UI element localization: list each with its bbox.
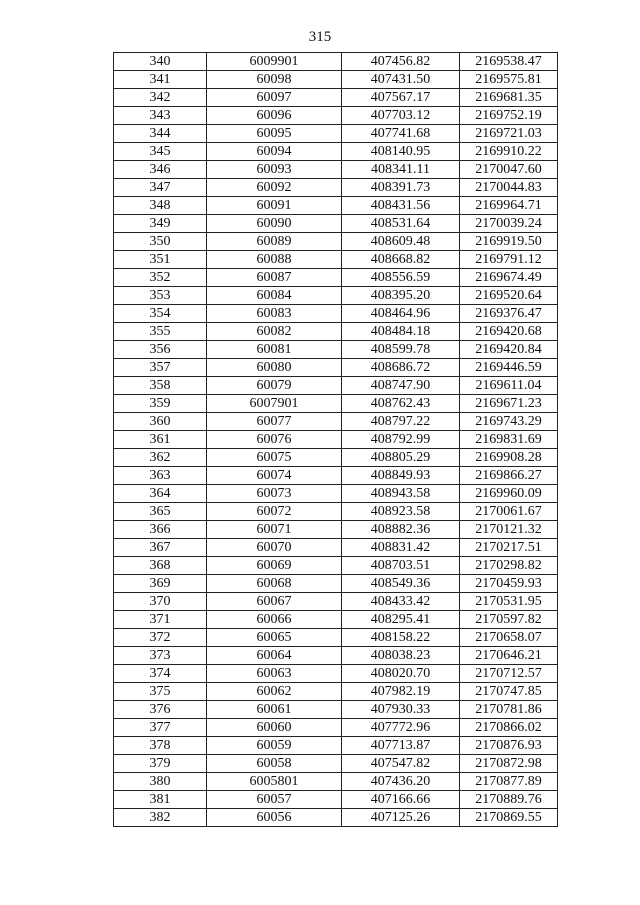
point-id-cell: 60063 xyxy=(207,665,342,683)
table-body xyxy=(114,53,558,827)
y-coordinate-cell: 2169960.09 xyxy=(460,485,558,503)
x-coordinate-cell: 407166.66 xyxy=(342,791,460,809)
point-id-cell: 6005801 xyxy=(207,773,342,791)
y-coordinate-cell: 2169743.29 xyxy=(460,413,558,431)
row-number-cell: 346 xyxy=(114,161,207,179)
y-coordinate-cell: 2170044.83 xyxy=(460,179,558,197)
table-row xyxy=(114,737,558,755)
point-id-cell: 60065 xyxy=(207,629,342,647)
point-id-cell: 60080 xyxy=(207,359,342,377)
table-row xyxy=(114,269,558,287)
table-row xyxy=(114,377,558,395)
y-coordinate-cell: 2170061.67 xyxy=(460,503,558,521)
y-coordinate-cell: 2169910.22 xyxy=(460,143,558,161)
x-coordinate-cell: 407713.87 xyxy=(342,737,460,755)
x-coordinate-cell: 408686.72 xyxy=(342,359,460,377)
x-coordinate-cell: 408882.36 xyxy=(342,521,460,539)
table-row xyxy=(114,143,558,161)
y-coordinate-cell: 2170597.82 xyxy=(460,611,558,629)
y-coordinate-cell: 2170658.07 xyxy=(460,629,558,647)
row-number-cell: 355 xyxy=(114,323,207,341)
x-coordinate-cell: 407703.12 xyxy=(342,107,460,125)
row-number-cell: 371 xyxy=(114,611,207,629)
row-number-cell: 381 xyxy=(114,791,207,809)
table-row xyxy=(114,197,558,215)
row-number-cell: 353 xyxy=(114,287,207,305)
point-id-cell: 60060 xyxy=(207,719,342,737)
y-coordinate-cell: 2170876.93 xyxy=(460,737,558,755)
point-id-cell: 60098 xyxy=(207,71,342,89)
x-coordinate-cell: 408668.82 xyxy=(342,251,460,269)
table-row xyxy=(114,287,558,305)
row-number-cell: 376 xyxy=(114,701,207,719)
row-number-cell: 342 xyxy=(114,89,207,107)
row-number-cell: 382 xyxy=(114,809,207,827)
table-row xyxy=(114,485,558,503)
point-id-cell: 60097 xyxy=(207,89,342,107)
row-number-cell: 362 xyxy=(114,449,207,467)
table-row xyxy=(114,233,558,251)
y-coordinate-cell: 2169538.47 xyxy=(460,53,558,71)
row-number-cell: 368 xyxy=(114,557,207,575)
row-number-cell: 374 xyxy=(114,665,207,683)
y-coordinate-cell: 2170747.85 xyxy=(460,683,558,701)
row-number-cell: 369 xyxy=(114,575,207,593)
table-row xyxy=(114,539,558,557)
table-row xyxy=(114,107,558,125)
table-row xyxy=(114,665,558,683)
table-row xyxy=(114,341,558,359)
row-number-cell: 341 xyxy=(114,71,207,89)
table-row xyxy=(114,89,558,107)
row-number-cell: 370 xyxy=(114,593,207,611)
table-row xyxy=(114,593,558,611)
x-coordinate-cell: 407930.33 xyxy=(342,701,460,719)
y-coordinate-cell: 2169791.12 xyxy=(460,251,558,269)
row-number-cell: 352 xyxy=(114,269,207,287)
point-id-cell: 60083 xyxy=(207,305,342,323)
table-row xyxy=(114,413,558,431)
y-coordinate-cell: 2169908.28 xyxy=(460,449,558,467)
table-row xyxy=(114,449,558,467)
y-coordinate-cell: 2170039.24 xyxy=(460,215,558,233)
table-row xyxy=(114,323,558,341)
row-number-cell: 356 xyxy=(114,341,207,359)
y-coordinate-cell: 2169919.50 xyxy=(460,233,558,251)
page-number: 315 xyxy=(308,29,332,45)
x-coordinate-cell: 408391.73 xyxy=(342,179,460,197)
x-coordinate-cell: 407125.26 xyxy=(342,809,460,827)
x-coordinate-cell: 408609.48 xyxy=(342,233,460,251)
point-id-cell: 60056 xyxy=(207,809,342,827)
row-number-cell: 359 xyxy=(114,395,207,413)
table-row xyxy=(114,791,558,809)
table-row xyxy=(114,215,558,233)
row-number-cell: 351 xyxy=(114,251,207,269)
point-id-cell: 60084 xyxy=(207,287,342,305)
y-coordinate-cell: 2170298.82 xyxy=(460,557,558,575)
table-row xyxy=(114,125,558,143)
row-number-cell: 367 xyxy=(114,539,207,557)
x-coordinate-cell: 408484.18 xyxy=(342,323,460,341)
x-coordinate-cell: 408943.58 xyxy=(342,485,460,503)
table-row xyxy=(114,755,558,773)
row-number-cell: 345 xyxy=(114,143,207,161)
x-coordinate-cell: 408038.23 xyxy=(342,647,460,665)
point-id-cell: 6007901 xyxy=(207,395,342,413)
x-coordinate-cell: 408433.42 xyxy=(342,593,460,611)
table-row xyxy=(114,359,558,377)
x-coordinate-cell: 407547.82 xyxy=(342,755,460,773)
row-number-cell: 343 xyxy=(114,107,207,125)
point-id-cell: 60095 xyxy=(207,125,342,143)
point-id-cell: 60059 xyxy=(207,737,342,755)
table-row xyxy=(114,467,558,485)
row-number-cell: 372 xyxy=(114,629,207,647)
x-coordinate-cell: 408341.11 xyxy=(342,161,460,179)
y-coordinate-cell: 2169420.68 xyxy=(460,323,558,341)
table-row xyxy=(114,809,558,827)
row-number-cell: 348 xyxy=(114,197,207,215)
x-coordinate-cell: 408747.90 xyxy=(342,377,460,395)
x-coordinate-cell: 408464.96 xyxy=(342,305,460,323)
y-coordinate-cell: 2170121.32 xyxy=(460,521,558,539)
x-coordinate-cell: 408703.51 xyxy=(342,557,460,575)
point-id-cell: 60092 xyxy=(207,179,342,197)
y-coordinate-cell: 2169831.69 xyxy=(460,431,558,449)
point-id-cell: 60066 xyxy=(207,611,342,629)
x-coordinate-cell: 408797.22 xyxy=(342,413,460,431)
y-coordinate-cell: 2170869.55 xyxy=(460,809,558,827)
table-row xyxy=(114,521,558,539)
row-number-cell: 344 xyxy=(114,125,207,143)
table-row xyxy=(114,53,558,71)
y-coordinate-cell: 2170877.89 xyxy=(460,773,558,791)
x-coordinate-cell: 408831.42 xyxy=(342,539,460,557)
y-coordinate-cell: 2170217.51 xyxy=(460,539,558,557)
point-id-cell: 60057 xyxy=(207,791,342,809)
x-coordinate-cell: 408556.59 xyxy=(342,269,460,287)
y-coordinate-cell: 2170531.95 xyxy=(460,593,558,611)
table-row xyxy=(114,611,558,629)
point-id-cell: 60087 xyxy=(207,269,342,287)
x-coordinate-cell: 408158.22 xyxy=(342,629,460,647)
row-number-cell: 366 xyxy=(114,521,207,539)
point-id-cell: 60069 xyxy=(207,557,342,575)
table-row xyxy=(114,629,558,647)
x-coordinate-cell: 408431.56 xyxy=(342,197,460,215)
table-row xyxy=(114,647,558,665)
row-number-cell: 375 xyxy=(114,683,207,701)
table-row xyxy=(114,395,558,413)
coordinates-table xyxy=(113,52,558,827)
point-id-cell: 60058 xyxy=(207,755,342,773)
point-id-cell: 60088 xyxy=(207,251,342,269)
row-number-cell: 347 xyxy=(114,179,207,197)
x-coordinate-cell: 408549.36 xyxy=(342,575,460,593)
y-coordinate-cell: 2170872.98 xyxy=(460,755,558,773)
row-number-cell: 360 xyxy=(114,413,207,431)
y-coordinate-cell: 2169964.71 xyxy=(460,197,558,215)
x-coordinate-cell: 408599.78 xyxy=(342,341,460,359)
table-row xyxy=(114,71,558,89)
y-coordinate-cell: 2169420.84 xyxy=(460,341,558,359)
row-number-cell: 380 xyxy=(114,773,207,791)
point-id-cell: 60067 xyxy=(207,593,342,611)
point-id-cell: 60062 xyxy=(207,683,342,701)
point-id-cell: 60068 xyxy=(207,575,342,593)
y-coordinate-cell: 2170712.57 xyxy=(460,665,558,683)
row-number-cell: 365 xyxy=(114,503,207,521)
y-coordinate-cell: 2169575.81 xyxy=(460,71,558,89)
y-coordinate-cell: 2170646.21 xyxy=(460,647,558,665)
point-id-cell: 60081 xyxy=(207,341,342,359)
row-number-cell: 361 xyxy=(114,431,207,449)
row-number-cell: 364 xyxy=(114,485,207,503)
y-coordinate-cell: 2170889.76 xyxy=(460,791,558,809)
y-coordinate-cell: 2170047.60 xyxy=(460,161,558,179)
point-id-cell: 60071 xyxy=(207,521,342,539)
y-coordinate-cell: 2169671.23 xyxy=(460,395,558,413)
row-number-cell: 373 xyxy=(114,647,207,665)
point-id-cell: 60079 xyxy=(207,377,342,395)
y-coordinate-cell: 2169446.59 xyxy=(460,359,558,377)
table-row xyxy=(114,305,558,323)
table-row xyxy=(114,251,558,269)
table-row xyxy=(114,179,558,197)
row-number-cell: 378 xyxy=(114,737,207,755)
x-coordinate-cell: 408792.99 xyxy=(342,431,460,449)
point-id-cell: 6009901 xyxy=(207,53,342,71)
point-id-cell: 60076 xyxy=(207,431,342,449)
point-id-cell: 60089 xyxy=(207,233,342,251)
x-coordinate-cell: 408923.58 xyxy=(342,503,460,521)
y-coordinate-cell: 2169520.64 xyxy=(460,287,558,305)
x-coordinate-cell: 408295.41 xyxy=(342,611,460,629)
row-number-cell: 377 xyxy=(114,719,207,737)
x-coordinate-cell: 407772.96 xyxy=(342,719,460,737)
y-coordinate-cell: 2169721.03 xyxy=(460,125,558,143)
table-row xyxy=(114,575,558,593)
point-id-cell: 60073 xyxy=(207,485,342,503)
row-number-cell: 358 xyxy=(114,377,207,395)
row-number-cell: 379 xyxy=(114,755,207,773)
point-id-cell: 60082 xyxy=(207,323,342,341)
row-number-cell: 340 xyxy=(114,53,207,71)
row-number-cell: 354 xyxy=(114,305,207,323)
point-id-cell: 60074 xyxy=(207,467,342,485)
y-coordinate-cell: 2170781.86 xyxy=(460,701,558,719)
x-coordinate-cell: 408140.95 xyxy=(342,143,460,161)
y-coordinate-cell: 2169674.49 xyxy=(460,269,558,287)
y-coordinate-cell: 2170866.02 xyxy=(460,719,558,737)
x-coordinate-cell: 407567.17 xyxy=(342,89,460,107)
point-id-cell: 60091 xyxy=(207,197,342,215)
point-id-cell: 60075 xyxy=(207,449,342,467)
table-row xyxy=(114,161,558,179)
y-coordinate-cell: 2169752.19 xyxy=(460,107,558,125)
y-coordinate-cell: 2169376.47 xyxy=(460,305,558,323)
y-coordinate-cell: 2169866.27 xyxy=(460,467,558,485)
x-coordinate-cell: 408849.93 xyxy=(342,467,460,485)
point-id-cell: 60061 xyxy=(207,701,342,719)
y-coordinate-cell: 2169681.35 xyxy=(460,89,558,107)
table-row xyxy=(114,719,558,737)
table-row xyxy=(114,503,558,521)
x-coordinate-cell: 408531.64 xyxy=(342,215,460,233)
x-coordinate-cell: 408805.29 xyxy=(342,449,460,467)
y-coordinate-cell: 2169611.04 xyxy=(460,377,558,395)
point-id-cell: 60096 xyxy=(207,107,342,125)
x-coordinate-cell: 408020.70 xyxy=(342,665,460,683)
x-coordinate-cell: 407431.50 xyxy=(342,71,460,89)
table-row xyxy=(114,557,558,575)
table-row xyxy=(114,431,558,449)
x-coordinate-cell: 407982.19 xyxy=(342,683,460,701)
point-id-cell: 60077 xyxy=(207,413,342,431)
row-number-cell: 363 xyxy=(114,467,207,485)
x-coordinate-cell: 407456.82 xyxy=(342,53,460,71)
table-row xyxy=(114,683,558,701)
point-id-cell: 60070 xyxy=(207,539,342,557)
y-coordinate-cell: 2170459.93 xyxy=(460,575,558,593)
point-id-cell: 60093 xyxy=(207,161,342,179)
row-number-cell: 357 xyxy=(114,359,207,377)
point-id-cell: 60094 xyxy=(207,143,342,161)
row-number-cell: 349 xyxy=(114,215,207,233)
x-coordinate-cell: 407741.68 xyxy=(342,125,460,143)
point-id-cell: 60064 xyxy=(207,647,342,665)
x-coordinate-cell: 408762.43 xyxy=(342,395,460,413)
x-coordinate-cell: 408395.20 xyxy=(342,287,460,305)
row-number-cell: 350 xyxy=(114,233,207,251)
point-id-cell: 60090 xyxy=(207,215,342,233)
x-coordinate-cell: 407436.20 xyxy=(342,773,460,791)
table-row xyxy=(114,773,558,791)
point-id-cell: 60072 xyxy=(207,503,342,521)
table-row xyxy=(114,701,558,719)
